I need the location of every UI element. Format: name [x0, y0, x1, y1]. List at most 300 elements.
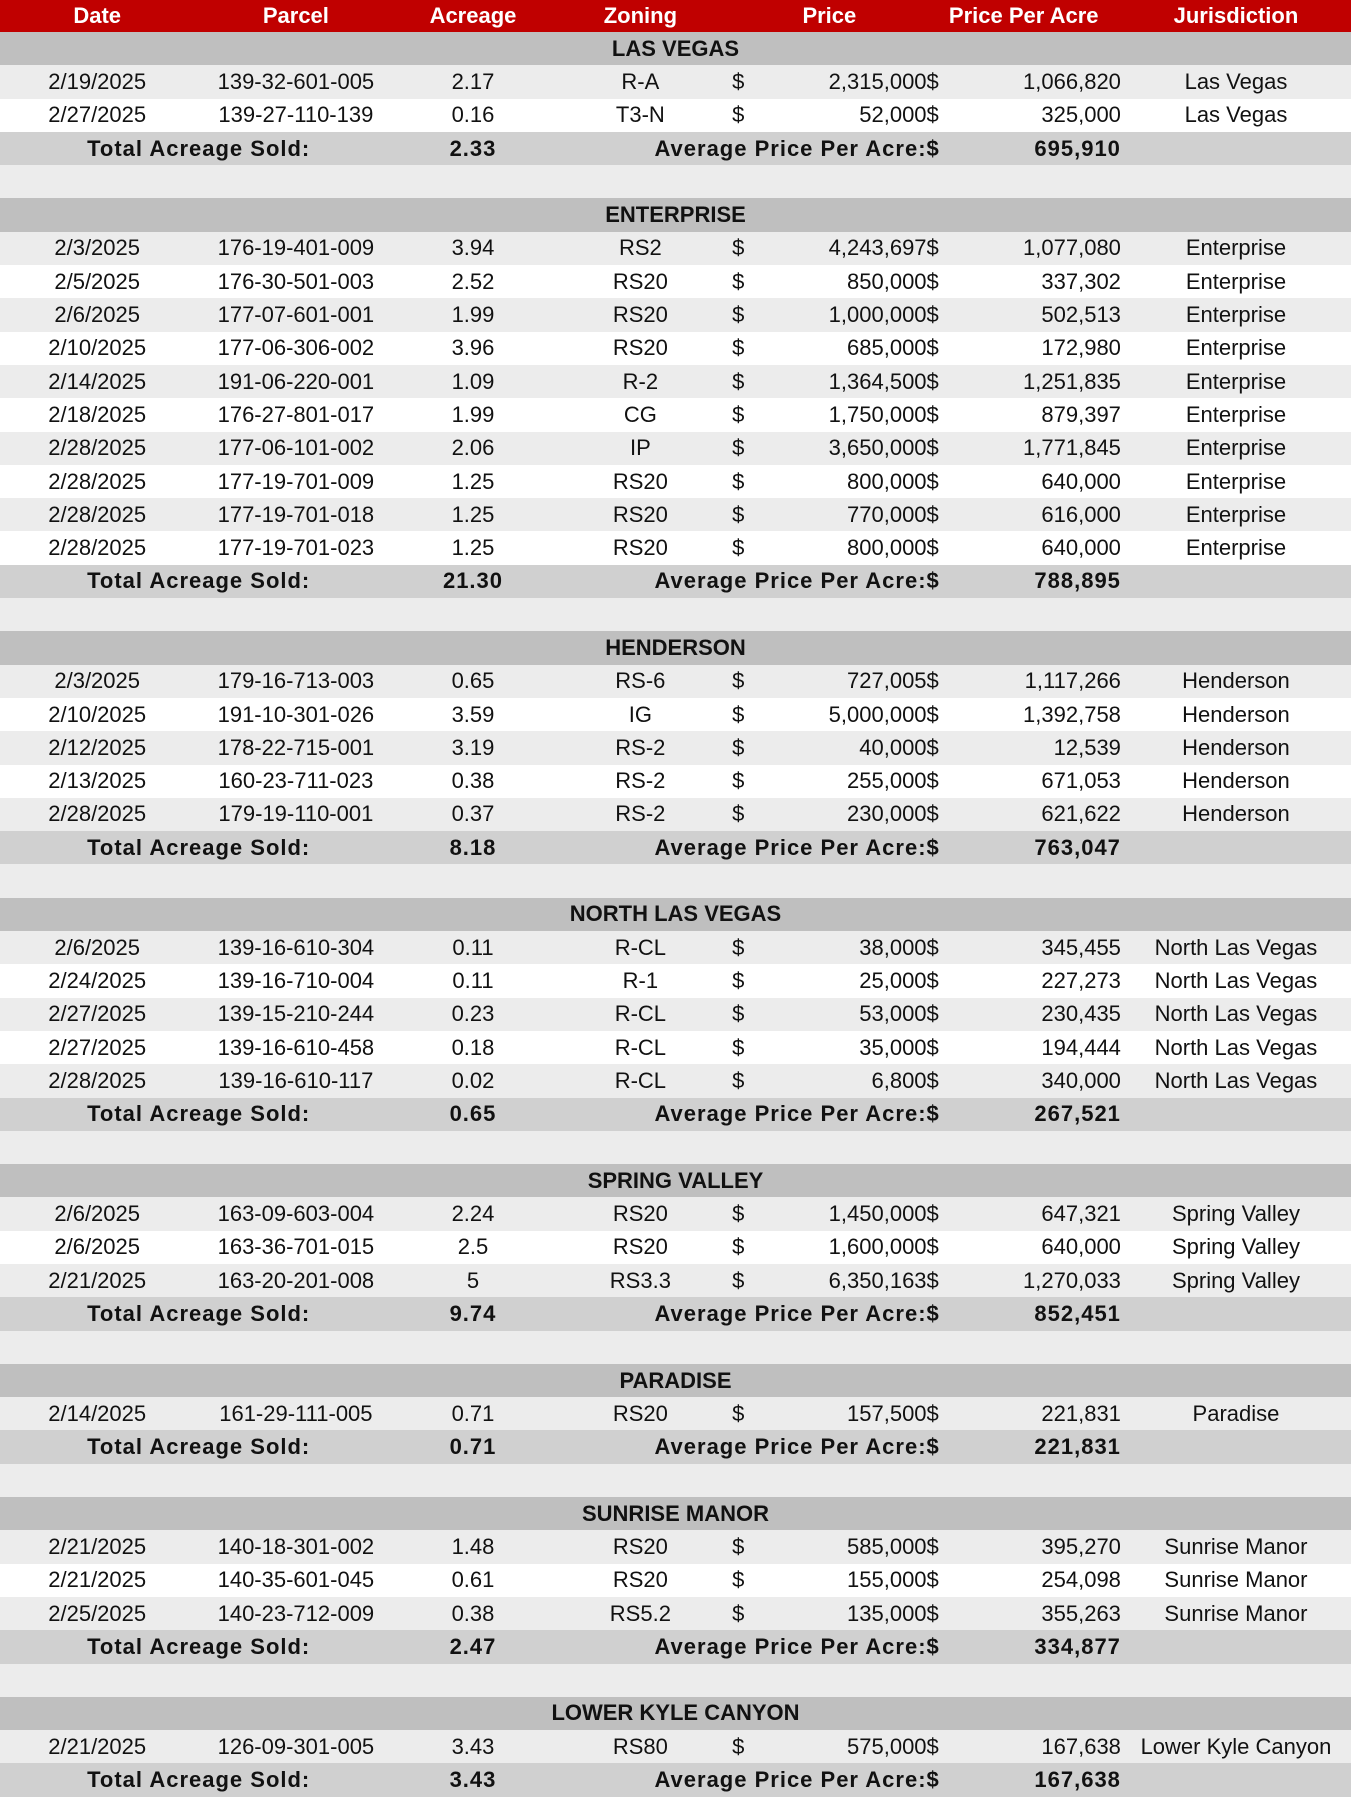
cell-price-currency: $	[732, 232, 764, 265]
cell-ppa-currency: $	[927, 531, 959, 564]
cell-acreage: 2.52	[397, 265, 548, 298]
average-ppa-value: 695,910	[959, 132, 1121, 165]
cell-price-per-acre: 640,000	[959, 531, 1121, 564]
cell-date: 2/28/2025	[0, 531, 194, 564]
section-total-row	[0, 831, 1351, 864]
cell-date: 2/21/2025	[0, 1564, 194, 1597]
cell-price-per-acre: 640,000	[959, 465, 1121, 498]
cell-ppa-currency: $	[927, 432, 959, 465]
cell-price-currency: $	[732, 298, 764, 331]
average-ppa-value: 334,877	[959, 1630, 1121, 1663]
cell-price-per-acre: 1,251,835	[959, 365, 1121, 398]
cell-jurisdiction: Lower Kyle Canyon	[1121, 1730, 1351, 1763]
cell-acreage: 1.48	[397, 1530, 548, 1563]
section-title: SPRING VALLEY	[0, 1164, 1351, 1197]
cell-price: 1,000,000	[765, 298, 927, 331]
cell-price-currency: $	[732, 665, 764, 698]
total-row-filler	[1121, 565, 1351, 598]
cell-ppa-currency: $	[927, 665, 959, 698]
cell-parcel: 177-19-701-018	[194, 498, 397, 531]
cell-jurisdiction: Enterprise	[1121, 265, 1351, 298]
cell-parcel: 139-15-210-244	[194, 998, 397, 1031]
cell-price: 25,000	[765, 964, 927, 997]
cell-price-currency: $	[732, 398, 764, 431]
average-ppa-label: Average Price Per Acre:	[549, 1297, 927, 1330]
table-row[interactable]	[0, 1730, 1351, 1763]
table-row[interactable]	[0, 1564, 1351, 1597]
cell-jurisdiction: Las Vegas	[1121, 65, 1351, 98]
cell-ppa-currency: $	[927, 1564, 959, 1597]
cell-price-per-acre: 502,513	[959, 298, 1121, 331]
section-total-row	[0, 565, 1351, 598]
section-spacer	[0, 165, 1351, 198]
total-acreage-label: Total Acreage Sold:	[0, 831, 397, 864]
cell-ppa-currency: $	[927, 1397, 959, 1430]
cell-jurisdiction: Paradise	[1121, 1397, 1351, 1430]
cell-price: 5,000,000	[765, 698, 927, 731]
cell-acreage: 0.38	[397, 765, 548, 798]
col-header-jurisdiction[interactable]: Jurisdiction	[1121, 0, 1351, 32]
table-row[interactable]	[0, 465, 1351, 498]
cell-parcel: 139-16-610-117	[194, 1064, 397, 1097]
cell-price-per-acre: 1,077,080	[959, 232, 1121, 265]
table-row[interactable]	[0, 998, 1351, 1031]
cell-price-currency: $	[732, 765, 764, 798]
cell-price-currency: $	[732, 332, 764, 365]
cell-parcel: 179-16-713-003	[194, 665, 397, 698]
cell-price-currency: $	[732, 1730, 764, 1763]
cell-date: 2/6/2025	[0, 1197, 194, 1230]
total-acreage-value: 21.30	[397, 565, 548, 598]
total-row-filler	[1121, 1297, 1351, 1330]
cell-date: 2/10/2025	[0, 332, 194, 365]
cell-date: 2/25/2025	[0, 1597, 194, 1630]
cell-price-per-acre: 12,539	[959, 731, 1121, 764]
cell-jurisdiction: North Las Vegas	[1121, 1031, 1351, 1064]
cell-zoning: IP	[549, 432, 733, 465]
cell-price-per-acre: 337,302	[959, 265, 1121, 298]
section-spacer	[0, 1664, 1351, 1697]
cell-date: 2/14/2025	[0, 365, 194, 398]
cell-price: 585,000	[765, 1530, 927, 1563]
table-row[interactable]	[0, 1197, 1351, 1230]
table-row[interactable]	[0, 332, 1351, 365]
total-acreage-label: Total Acreage Sold:	[0, 565, 397, 598]
col-header-acreage[interactable]: Acreage	[397, 0, 548, 32]
cell-price: 155,000	[765, 1564, 927, 1597]
cell-parcel: 140-18-301-002	[194, 1530, 397, 1563]
section-header-row	[0, 198, 1351, 231]
cell-zoning: RS2	[549, 232, 733, 265]
section-total-row	[0, 1430, 1351, 1463]
cell-date: 2/18/2025	[0, 398, 194, 431]
cell-price-currency: $	[732, 265, 764, 298]
cell-date: 2/28/2025	[0, 1064, 194, 1097]
table-row[interactable]	[0, 232, 1351, 265]
cell-price: 575,000	[765, 1730, 927, 1763]
cell-zoning: RS-2	[549, 731, 733, 764]
total-acreage-value: 8.18	[397, 831, 548, 864]
table-row[interactable]	[0, 1530, 1351, 1563]
total-acreage-value: 2.47	[397, 1630, 548, 1663]
cell-ppa-currency: $	[927, 698, 959, 731]
cell-price: 230,000	[765, 798, 927, 831]
cell-zoning: IG	[549, 698, 733, 731]
cell-jurisdiction: Spring Valley	[1121, 1231, 1351, 1264]
cell-acreage: 0.65	[397, 665, 548, 698]
table-row[interactable]	[0, 432, 1351, 465]
section-header-row	[0, 1697, 1351, 1730]
cell-parcel: 191-10-301-026	[194, 698, 397, 731]
cell-acreage: 1.99	[397, 298, 548, 331]
section-header-row	[0, 631, 1351, 664]
cell-ppa-currency: $	[927, 465, 959, 498]
cell-date: 2/27/2025	[0, 998, 194, 1031]
cell-ppa-currency: $	[927, 1064, 959, 1097]
table-row[interactable]	[0, 65, 1351, 98]
cell-price-per-acre: 640,000	[959, 1231, 1121, 1264]
cell-price-per-acre: 325,000	[959, 99, 1121, 132]
total-row-filler	[1121, 1763, 1351, 1796]
cell-ppa-currency: $	[927, 1231, 959, 1264]
cell-date: 2/27/2025	[0, 1031, 194, 1064]
cell-parcel: 139-32-601-005	[194, 65, 397, 98]
average-ppa-currency: $	[927, 565, 959, 598]
cell-price: 685,000	[765, 332, 927, 365]
cell-parcel: 176-30-501-003	[194, 265, 397, 298]
cell-parcel: 140-35-601-045	[194, 1564, 397, 1597]
table-row[interactable]	[0, 1264, 1351, 1297]
total-acreage-label: Total Acreage Sold:	[0, 1098, 397, 1131]
average-ppa-label: Average Price Per Acre:	[549, 1430, 927, 1463]
cell-date: 2/14/2025	[0, 1397, 194, 1430]
cell-date: 2/28/2025	[0, 798, 194, 831]
cell-price-per-acre: 355,263	[959, 1597, 1121, 1630]
cell-zoning: RS-2	[549, 798, 733, 831]
cell-acreage: 0.23	[397, 998, 548, 1031]
cell-parcel: 160-23-711-023	[194, 765, 397, 798]
cell-price-per-acre: 1,771,845	[959, 432, 1121, 465]
cell-price-per-acre: 345,455	[959, 931, 1121, 964]
table-row[interactable]	[0, 1231, 1351, 1264]
cell-parcel: 139-16-710-004	[194, 964, 397, 997]
cell-acreage: 2.17	[397, 65, 548, 98]
average-ppa-label: Average Price Per Acre:	[549, 831, 927, 864]
cell-acreage: 0.71	[397, 1397, 548, 1430]
cell-date: 2/5/2025	[0, 265, 194, 298]
cell-parcel: 177-19-701-009	[194, 465, 397, 498]
cell-date: 2/6/2025	[0, 931, 194, 964]
spacer-cell	[0, 1664, 1351, 1697]
table-row[interactable]	[0, 1031, 1351, 1064]
section-title: PARADISE	[0, 1364, 1351, 1397]
table-row[interactable]	[0, 765, 1351, 798]
cell-price-currency: $	[732, 931, 764, 964]
table-row[interactable]	[0, 964, 1351, 997]
average-ppa-label: Average Price Per Acre:	[549, 565, 927, 598]
col-header-price-per-acre[interactable]: Price Per Acre	[927, 0, 1121, 32]
cell-zoning: RS20	[549, 1564, 733, 1597]
cell-zoning: RS20	[549, 332, 733, 365]
average-ppa-label: Average Price Per Acre:	[549, 1630, 927, 1663]
cell-ppa-currency: $	[927, 1197, 959, 1230]
cell-ppa-currency: $	[927, 1264, 959, 1297]
cell-date: 2/24/2025	[0, 964, 194, 997]
cell-jurisdiction: Spring Valley	[1121, 1197, 1351, 1230]
section-total-row	[0, 132, 1351, 165]
cell-ppa-currency: $	[927, 798, 959, 831]
table-row[interactable]	[0, 931, 1351, 964]
cell-acreage: 0.02	[397, 1064, 548, 1097]
cell-price: 3,650,000	[765, 432, 927, 465]
cell-price: 40,000	[765, 731, 927, 764]
cell-date: 2/6/2025	[0, 298, 194, 331]
table-row[interactable]	[0, 1597, 1351, 1630]
cell-price-per-acre: 879,397	[959, 398, 1121, 431]
cell-date: 2/21/2025	[0, 1530, 194, 1563]
section-header-row	[0, 898, 1351, 931]
cell-price: 4,243,697	[765, 232, 927, 265]
cell-acreage: 0.37	[397, 798, 548, 831]
cell-parcel: 163-09-603-004	[194, 1197, 397, 1230]
cell-jurisdiction: Enterprise	[1121, 332, 1351, 365]
cell-ppa-currency: $	[927, 731, 959, 764]
cell-acreage: 2.06	[397, 432, 548, 465]
table-row[interactable]	[0, 531, 1351, 564]
cell-ppa-currency: $	[927, 964, 959, 997]
total-acreage-value: 3.43	[397, 1763, 548, 1796]
total-row-filler	[1121, 1630, 1351, 1663]
table-row[interactable]	[0, 731, 1351, 764]
cell-price: 157,500	[765, 1397, 927, 1430]
table-row[interactable]	[0, 265, 1351, 298]
average-ppa-currency: $	[927, 132, 959, 165]
cell-zoning: T3-N	[549, 99, 733, 132]
cell-jurisdiction: Enterprise	[1121, 365, 1351, 398]
total-acreage-label: Total Acreage Sold:	[0, 1630, 397, 1663]
cell-price-currency: $	[732, 1397, 764, 1430]
cell-zoning: CG	[549, 398, 733, 431]
cell-price-currency: $	[732, 65, 764, 98]
col-header-parcel[interactable]: Parcel	[194, 0, 397, 32]
cell-ppa-currency: $	[927, 1031, 959, 1064]
cell-price-currency: $	[732, 998, 764, 1031]
cell-acreage: 3.94	[397, 232, 548, 265]
cell-zoning: RS20	[549, 498, 733, 531]
cell-price-currency: $	[732, 1564, 764, 1597]
cell-date: 2/13/2025	[0, 765, 194, 798]
total-row-filler	[1121, 831, 1351, 864]
cell-jurisdiction: Spring Valley	[1121, 1264, 1351, 1297]
cell-price: 255,000	[765, 765, 927, 798]
cell-parcel: 126-09-301-005	[194, 1730, 397, 1763]
total-acreage-label: Total Acreage Sold:	[0, 132, 397, 165]
spacer-cell	[0, 1464, 1351, 1497]
table-row[interactable]	[0, 1397, 1351, 1430]
section-spacer	[0, 598, 1351, 631]
cell-ppa-currency: $	[927, 1530, 959, 1563]
section-header-row	[0, 1364, 1351, 1397]
cell-zoning: RS20	[549, 1530, 733, 1563]
table-row[interactable]	[0, 298, 1351, 331]
total-acreage-label: Total Acreage Sold:	[0, 1430, 397, 1463]
cell-zoning: RS5.2	[549, 1597, 733, 1630]
section-total-row	[0, 1763, 1351, 1796]
cell-jurisdiction: North Las Vegas	[1121, 964, 1351, 997]
cell-parcel: 191-06-220-001	[194, 365, 397, 398]
cell-date: 2/3/2025	[0, 665, 194, 698]
cell-price-per-acre: 194,444	[959, 1031, 1121, 1064]
section-title: ENTERPRISE	[0, 198, 1351, 231]
total-acreage-value: 0.65	[397, 1098, 548, 1131]
section-spacer	[0, 1131, 1351, 1164]
cell-price: 1,364,500	[765, 365, 927, 398]
col-header-date[interactable]: Date	[0, 0, 194, 32]
total-acreage-value: 9.74	[397, 1297, 548, 1330]
average-ppa-value: 267,521	[959, 1098, 1121, 1131]
cell-acreage: 1.99	[397, 398, 548, 431]
cell-jurisdiction: Enterprise	[1121, 498, 1351, 531]
cell-date: 2/28/2025	[0, 432, 194, 465]
cell-acreage: 1.25	[397, 465, 548, 498]
section-title: SUNRISE MANOR	[0, 1497, 1351, 1530]
section-header-row	[0, 1497, 1351, 1530]
cell-ppa-currency: $	[927, 232, 959, 265]
cell-price-currency: $	[732, 964, 764, 997]
cell-jurisdiction: Henderson	[1121, 698, 1351, 731]
section-title: HENDERSON	[0, 631, 1351, 664]
cell-acreage: 3.43	[397, 1730, 548, 1763]
table-row[interactable]	[0, 398, 1351, 431]
cell-price-currency: $	[732, 498, 764, 531]
cell-zoning: RS20	[549, 531, 733, 564]
average-ppa-currency: $	[927, 831, 959, 864]
header-row	[0, 0, 1351, 32]
cell-acreage: 2.24	[397, 1197, 548, 1230]
cell-ppa-currency: $	[927, 931, 959, 964]
cell-jurisdiction: Sunrise Manor	[1121, 1564, 1351, 1597]
cell-price: 800,000	[765, 531, 927, 564]
cell-price-currency: $	[732, 365, 764, 398]
cell-date: 2/3/2025	[0, 232, 194, 265]
cell-price-per-acre: 1,392,758	[959, 698, 1121, 731]
cell-acreage: 3.19	[397, 731, 548, 764]
cell-date: 2/6/2025	[0, 1231, 194, 1264]
col-header-price[interactable]: Price	[732, 0, 926, 32]
average-ppa-value: 221,831	[959, 1430, 1121, 1463]
spacer-cell	[0, 1331, 1351, 1364]
cell-price-per-acre: 647,321	[959, 1197, 1121, 1230]
average-ppa-currency: $	[927, 1630, 959, 1663]
cell-zoning: RS20	[549, 1397, 733, 1430]
cell-jurisdiction: Henderson	[1121, 765, 1351, 798]
cell-price: 38,000	[765, 931, 927, 964]
cell-ppa-currency: $	[927, 498, 959, 531]
cell-price-currency: $	[732, 731, 764, 764]
cell-price-per-acre: 172,980	[959, 332, 1121, 365]
table-row[interactable]	[0, 99, 1351, 132]
cell-zoning: RS20	[549, 1231, 733, 1264]
cell-ppa-currency: $	[927, 1730, 959, 1763]
cell-zoning: RS20	[549, 265, 733, 298]
cell-price-currency: $	[732, 432, 764, 465]
cell-parcel: 177-06-101-002	[194, 432, 397, 465]
cell-date: 2/28/2025	[0, 465, 194, 498]
cell-acreage: 0.11	[397, 964, 548, 997]
cell-date: 2/28/2025	[0, 498, 194, 531]
total-acreage-label: Total Acreage Sold:	[0, 1763, 397, 1796]
cell-price: 800,000	[765, 465, 927, 498]
cell-jurisdiction: Enterprise	[1121, 432, 1351, 465]
cell-ppa-currency: $	[927, 365, 959, 398]
average-ppa-currency: $	[927, 1098, 959, 1131]
cell-price: 770,000	[765, 498, 927, 531]
cell-price-currency: $	[732, 531, 764, 564]
cell-parcel: 177-19-701-023	[194, 531, 397, 564]
cell-zoning: R-CL	[549, 931, 733, 964]
cell-price: 35,000	[765, 1031, 927, 1064]
cell-jurisdiction: North Las Vegas	[1121, 931, 1351, 964]
cell-price-currency: $	[732, 1264, 764, 1297]
cell-zoning: R-1	[549, 964, 733, 997]
cell-price-currency: $	[732, 798, 764, 831]
cell-zoning: RS80	[549, 1730, 733, 1763]
cell-zoning: R-CL	[549, 998, 733, 1031]
average-ppa-label: Average Price Per Acre:	[549, 1098, 927, 1131]
cell-jurisdiction: North Las Vegas	[1121, 1064, 1351, 1097]
section-header-row	[0, 1164, 1351, 1197]
cell-ppa-currency: $	[927, 65, 959, 98]
cell-acreage: 0.61	[397, 1564, 548, 1597]
cell-ppa-currency: $	[927, 99, 959, 132]
cell-price-currency: $	[732, 465, 764, 498]
table-row[interactable]	[0, 1064, 1351, 1097]
cell-jurisdiction: Enterprise	[1121, 531, 1351, 564]
table-row[interactable]	[0, 698, 1351, 731]
cell-zoning: R-CL	[549, 1031, 733, 1064]
total-acreage-value: 2.33	[397, 132, 548, 165]
cell-jurisdiction: Sunrise Manor	[1121, 1530, 1351, 1563]
section-title: LAS VEGAS	[0, 32, 1351, 65]
table-row[interactable]	[0, 798, 1351, 831]
cell-zoning: RS20	[549, 1197, 733, 1230]
cell-acreage: 0.11	[397, 931, 548, 964]
cell-acreage: 0.18	[397, 1031, 548, 1064]
cell-date: 2/19/2025	[0, 65, 194, 98]
average-ppa-value: 852,451	[959, 1297, 1121, 1330]
col-header-zoning[interactable]: Zoning	[549, 0, 733, 32]
cell-price: 135,000	[765, 1597, 927, 1630]
total-row-filler	[1121, 132, 1351, 165]
cell-parcel: 179-19-110-001	[194, 798, 397, 831]
table-row[interactable]	[0, 665, 1351, 698]
cell-acreage: 1.25	[397, 531, 548, 564]
section-total-row	[0, 1297, 1351, 1330]
section-title: LOWER KYLE CANYON	[0, 1697, 1351, 1730]
cell-acreage: 3.59	[397, 698, 548, 731]
cell-zoning: RS-2	[549, 765, 733, 798]
table-row[interactable]	[0, 498, 1351, 531]
cell-date: 2/12/2025	[0, 731, 194, 764]
cell-jurisdiction: Las Vegas	[1121, 99, 1351, 132]
cell-zoning: RS3.3	[549, 1264, 733, 1297]
cell-acreage: 1.09	[397, 365, 548, 398]
cell-parcel: 178-22-715-001	[194, 731, 397, 764]
cell-parcel: 161-29-111-005	[194, 1397, 397, 1430]
cell-price-currency: $	[732, 1530, 764, 1563]
table-row[interactable]	[0, 365, 1351, 398]
cell-price: 6,350,163	[765, 1264, 927, 1297]
